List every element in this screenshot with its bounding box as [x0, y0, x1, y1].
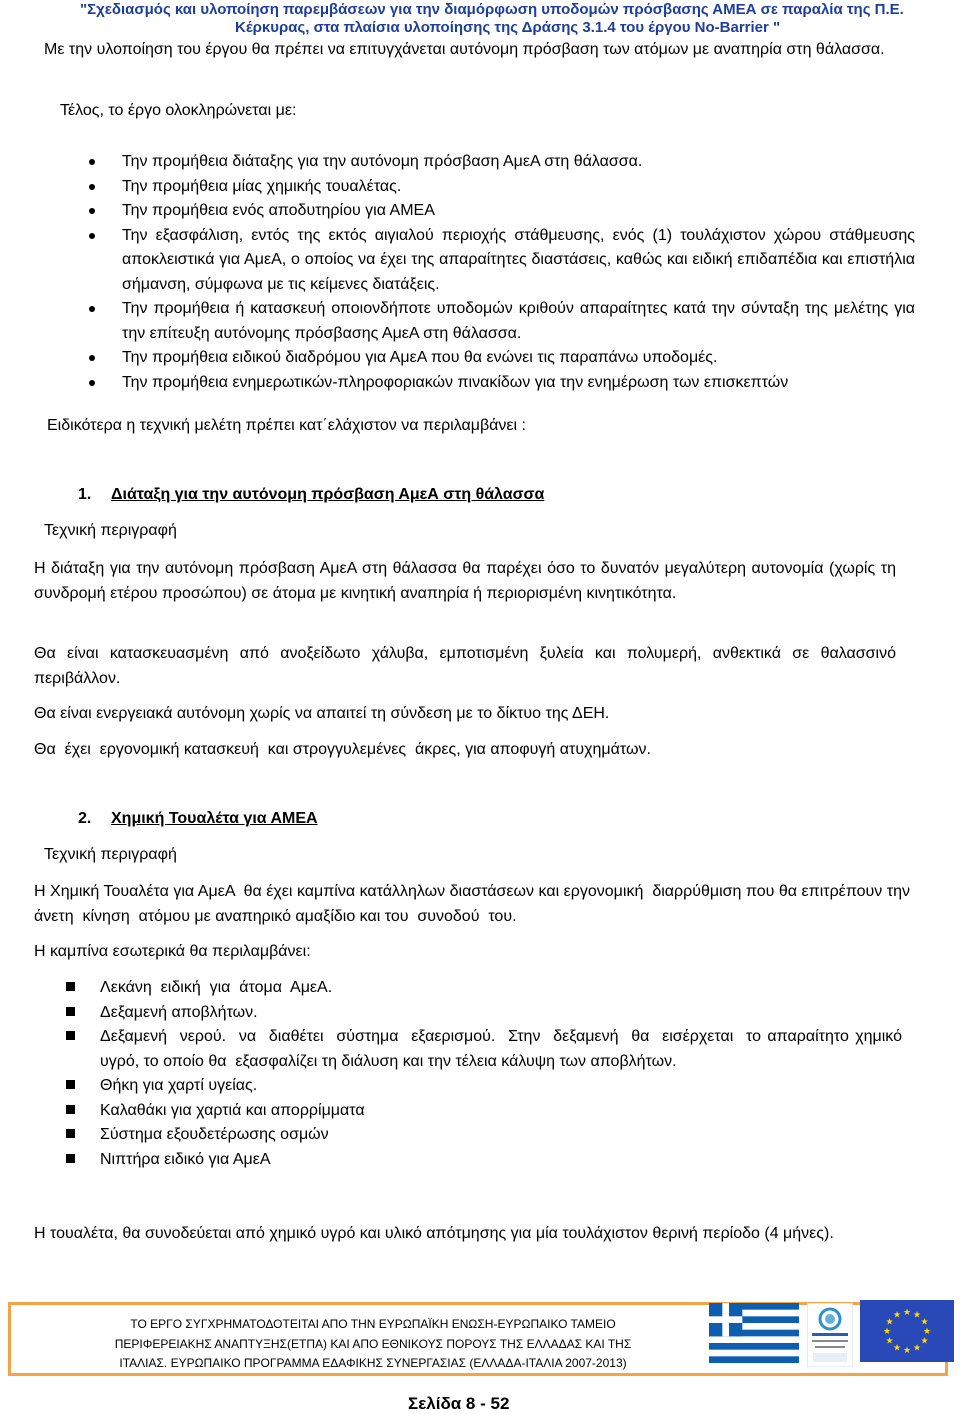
greece-flag-icon [706, 1303, 802, 1363]
list-item: Την προμήθεια μίας χημικής τουαλέτας. [85, 175, 915, 200]
section-1-subtitle: Τεχνική περιγραφή [44, 522, 177, 539]
list-item: Νιπτήρα ειδικό για ΑμεΑ [62, 1148, 902, 1173]
header-line-2: Κέρκυρας, στα πλαίσια υλοποίησης της Δράσης 3.1.4 του έργου No-Barrier " [235, 19, 781, 36]
list-item: Την προμήθεια διάταξης για την αυτόνομη πρόσβαση ΑμεΑ στη θάλασσα. [85, 150, 915, 175]
list-item: Δεξαμενή αποβλήτων. [62, 1001, 902, 1026]
interreg-emblem-icon [807, 1303, 853, 1367]
section-1-title: Διάταξη για την αυτόνομη πρόσβαση ΑμεΑ στη θάλασσα [111, 486, 545, 503]
svg-text:★: ★ [885, 1336, 894, 1347]
section-1-heading [78, 486, 544, 504]
intro-paragraph: Με την υλοποίηση του έργου θα πρέπει να επιτυγχάνεται αυτόνομη πρόσβαση των ατόμων με αναπηρία στη θάλασσα. [44, 41, 885, 58]
section-2-subtitle: Τεχνική περιγραφή [44, 846, 177, 863]
page-number: Σελίδα 8 - 52 [408, 1394, 510, 1413]
list-item: Θήκη για χαρτί υγείας. [62, 1074, 902, 1099]
list-item: Την προμήθεια ή κατασκευή οποιονδήποτε υποδομών κριθούν απαραίτητες κατά την σύνταξη της μελέτης για την επίτευξη αυτόνομης πρόσβασης ΑμεΑ στη θάλασσα. [85, 297, 915, 346]
list-item: Καλαθάκι για χαρτιά και απορρίμματα [62, 1099, 902, 1124]
section-2-heading [78, 810, 318, 828]
header-line-1: "Σχεδιασμός και υλοποίηση παρεμβάσεων για την διαμόρφωση υποδομών πρόσβασης ΑΜΕΑ σε παραλία της Π.Ε. [80, 1, 904, 18]
section-1-number: 1. [78, 486, 92, 503]
list-item: Δεξαμενή νερού. να διαθέτει σύστημα εξαερισμού. Στην δεξαμενή θα εισέρχεται το απαραίτητο χημικό υγρό, το οποίο θα εξασφαλίζει τη διάλυση και την τέλεια κάλυψη των αποβλήτων. [62, 1025, 902, 1074]
section-1-paragraph: Θα έχει εργονομική κατασκευή και στρογγυλεμένες άκρες, για αποφυγή ατυχημάτων. [34, 741, 651, 758]
list-item: Την προμήθεια ενός αποδυτηρίου για ΑΜΕΑ [85, 199, 915, 224]
interreg-logo [807, 1303, 853, 1367]
list-item: Την εξασφάλιση, εντός της εκτός αιγιαλού περιοχής στάθμευσης, ενός (1) τουλάχιστον χώρου στάθμευσης αποκλειστικά για ΑμεΑ, ο οποίος να έχει της απαραίτητες διαστάσεις, καθώς και ειδική επιδαπέδια και επιστήλια σήμανση, σύμφωνα με τις κείμενες διατάξεις. [85, 224, 915, 298]
cabin-items-list [62, 976, 907, 1172]
section-1-paragraph: Η διάταξη για την αυτόνομη πρόσβαση ΑμεΑ στη θάλασσα θα παρέχει όσο το δυνατόν μεγαλύτερη αυτονομία (χωρίς τη συνδρομή ετέρου προσώπου) σε άτομα με κινητική αναπηρία ή περιορισμένη κινητικότητα. [34, 560, 896, 602]
footer-line: ΠΕΡΙΦΕΡΕΙΑΚΗΣ ΑΝΑΠΤΥΞΗΣ(ΕΤΠΑ) ΚΑΙ ΑΠΟ ΕΘΝΙΚΟΥΣ ΠΟΡΟΥΣ ΤΗΣ ΕΛΛΑΔΑΣ ΚΑΙ ΤΗΣ [114, 1336, 632, 1351]
svg-text:★: ★ [902, 1346, 912, 1356]
svg-text:★: ★ [892, 1343, 902, 1354]
section-2-paragraph: Η Χημική Τουαλέτα για ΑμεΑ θα έχει καμπίνα κατάλληλων διαστάσεων και εργονομική διαρρύθμιση που θα επιτρέπουν την άνετη κίνηση ατόμου με αναπηρικό αμαξίδιο και του συνοδού του. [34, 883, 915, 925]
section-1-paragraph: Θα είναι κατασκευασμένη από ανοξείδωτο χάλυβα, εμποτισμένη ξυλεία και πολυμερή, ανθεκτικά σε θαλασσινό περιβάλλον. [34, 645, 896, 687]
section-2-closing: Η τουαλέτα, θα συνοδεύεται από χημικό υγρό και υλικό απότμησης για μία τουλάχιστον θερινή περίοδο (4 μήνες). [34, 1225, 834, 1242]
svg-text:★: ★ [912, 1343, 922, 1354]
list-item: Λεκάνη ειδική για άτομα ΑμεΑ. [62, 976, 902, 1001]
svg-text:★: ★ [885, 1317, 894, 1328]
svg-text:★: ★ [920, 1336, 929, 1347]
section-2-title: Χημική Τουαλέτα για ΑΜΕΑ [111, 810, 318, 827]
study-intro: Ειδικότερα η τεχνική μελέτη πρέπει κατ΄ελάχιστον να περιλαμβάνει : [47, 417, 526, 434]
svg-text:★: ★ [882, 1327, 892, 1337]
footer-line: ΙΤΑΛΙΑΣ. ΕΥΡΩΠΑΙΚΟ ΠΡΟΓΡΑΜΜΑ ΕΔΑΦΙΚΗΣ ΣΥΝΕΡΓΑΣΙΑΣ (ΕΛΛΑΔΑ-ΙΤΑΛΙΑ 2007-2013) [119, 1356, 627, 1370]
svg-text:★: ★ [912, 1310, 922, 1321]
deliverables-list [85, 150, 915, 395]
section-2-number: 2. [78, 810, 92, 827]
list-item: Σύστημα εξουδετέρωσης οσμών [62, 1123, 902, 1148]
footer-line: ΤΟ ΕΡΓΟ ΣΥΓΧΡΗΜΑΤΟΔΟΤΕΙΤΑΙ ΑΠΟ ΤΗΝ ΕΥΡΩΠΑΪΚΗ ΕΝΩΣΗ-ΕΥΡΩΠΑΙΚΟ ΤΑΜΕΙΟ [130, 1317, 616, 1331]
section-1-paragraph: Θα είναι ενεργειακά αυτόνομη χωρίς να απαιτεί τη σύνδεση με το δίκτυο της ΔΕΗ. [34, 705, 610, 722]
section-2-cabin-intro: Η καμπίνα εσωτερικά θα περιλαμβάνει: [34, 943, 311, 960]
intro-conclusion: Τέλος, το έργο ολοκληρώνεται με: [60, 102, 297, 119]
svg-text:★: ★ [902, 1308, 912, 1318]
footer-funding-text [68, 1315, 678, 1374]
list-item: Την προμήθεια ενημερωτικών-πληροφοριακών πινακίδων για την ενημέρωση των επισκεπτών [85, 371, 915, 396]
list-item: Την προμήθεια ειδικού διαδρόμου για ΑμεΑ που θα ενώνει τις παραπάνω υποδομές. [85, 346, 915, 371]
eu-flag-icon [860, 1300, 954, 1362]
svg-text:★: ★ [892, 1310, 902, 1321]
svg-text:★: ★ [920, 1317, 929, 1328]
svg-text:★: ★ [922, 1327, 932, 1337]
